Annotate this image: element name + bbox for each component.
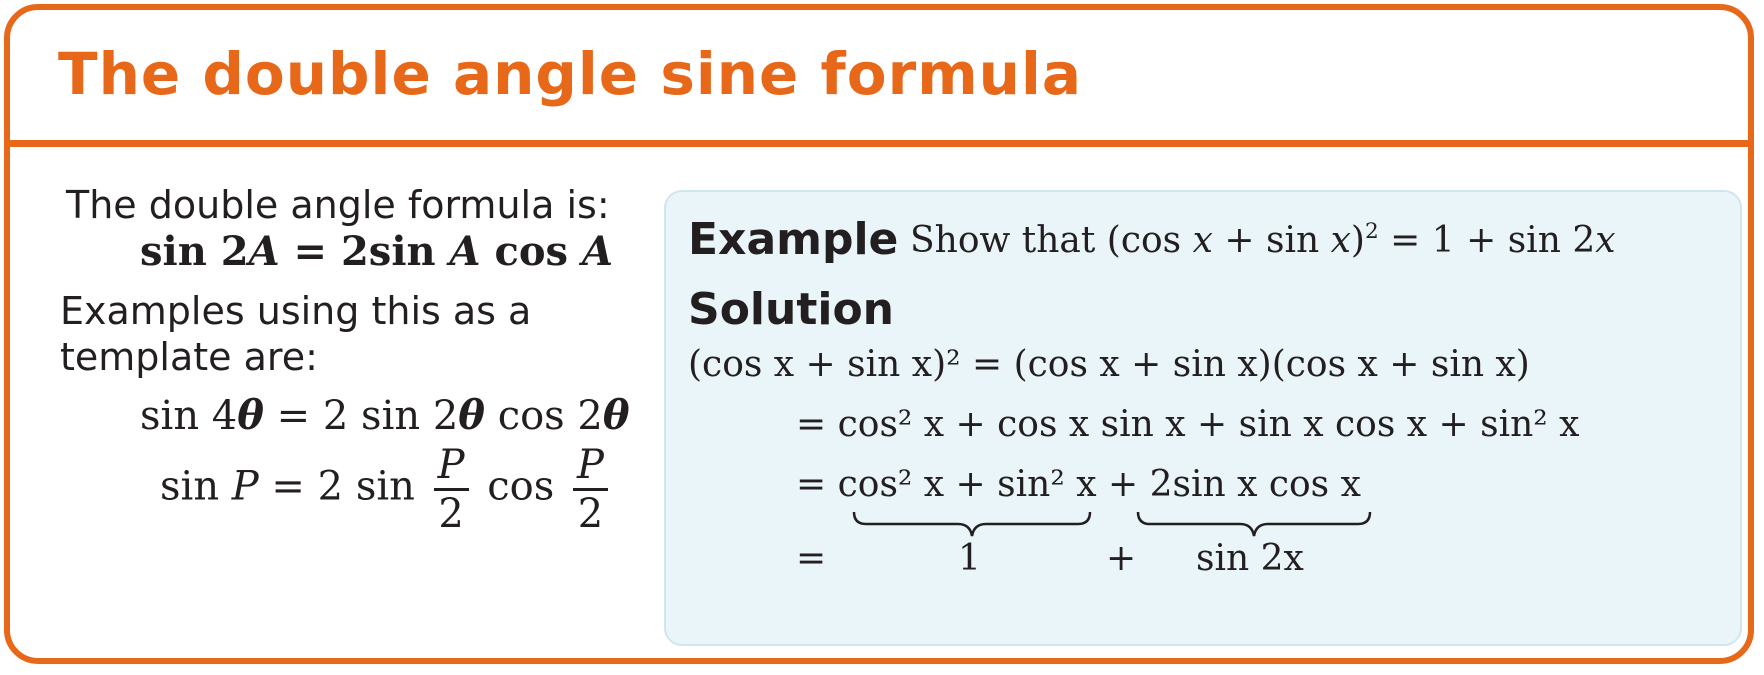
solution-line-1: (cos x + sin x)² = (cos x + sin x)(cos x + sin x) bbox=[688, 344, 1530, 385]
intro-text: The double angle formula is: bbox=[66, 183, 610, 227]
solution-heading: Solution bbox=[688, 284, 894, 335]
example-heading: Example bbox=[688, 214, 899, 265]
fraction-p-over-2-second: $\frac{P}{2}$ bbox=[573, 442, 608, 537]
formula-card bbox=[4, 4, 1754, 664]
underbrace-left bbox=[852, 508, 1092, 538]
solution-line-4-equals: = bbox=[796, 538, 827, 579]
solution-line-4-plus: + bbox=[1106, 538, 1137, 579]
underbrace-right bbox=[1136, 508, 1372, 538]
double-angle-formula: sin 2A = 2sin A cos A bbox=[140, 228, 614, 275]
example-panel bbox=[664, 190, 1742, 646]
page-title: The double angle sine formula bbox=[58, 40, 1082, 108]
solution-line-3: = cos² x + sin² x + 2sin x cos x bbox=[796, 464, 1361, 505]
solution-line-4-one: 1 bbox=[958, 538, 981, 579]
fraction-p-over-2: $\frac{P}{2}$ bbox=[434, 442, 469, 537]
example-formula-theta: sin 4θ = 2 sin 2θ cos 2θ bbox=[140, 392, 630, 439]
example-formula-half-angle: sin P = 2 sin $\frac{P}{2}$ cos $\frac{P}{2}$ bbox=[160, 442, 614, 537]
solution-line-2: = cos² x + cos x sin x + sin x cos x + sin² x bbox=[796, 404, 1580, 445]
pythagorean-term: cos² x + sin² x bbox=[837, 464, 1097, 505]
double-product-term: 2sin x cos x bbox=[1149, 464, 1361, 505]
examples-intro-line2: template are: bbox=[60, 335, 318, 379]
formula-section bbox=[66, 180, 656, 230]
solution-line-4-sin2x: sin 2x bbox=[1196, 538, 1304, 579]
example-question: Show that (cos x + sin x)$^2$ = 1 + sin 2x bbox=[910, 219, 1616, 261]
examples-intro-line1: Examples using this as a bbox=[60, 289, 532, 333]
title-divider bbox=[10, 140, 1748, 147]
